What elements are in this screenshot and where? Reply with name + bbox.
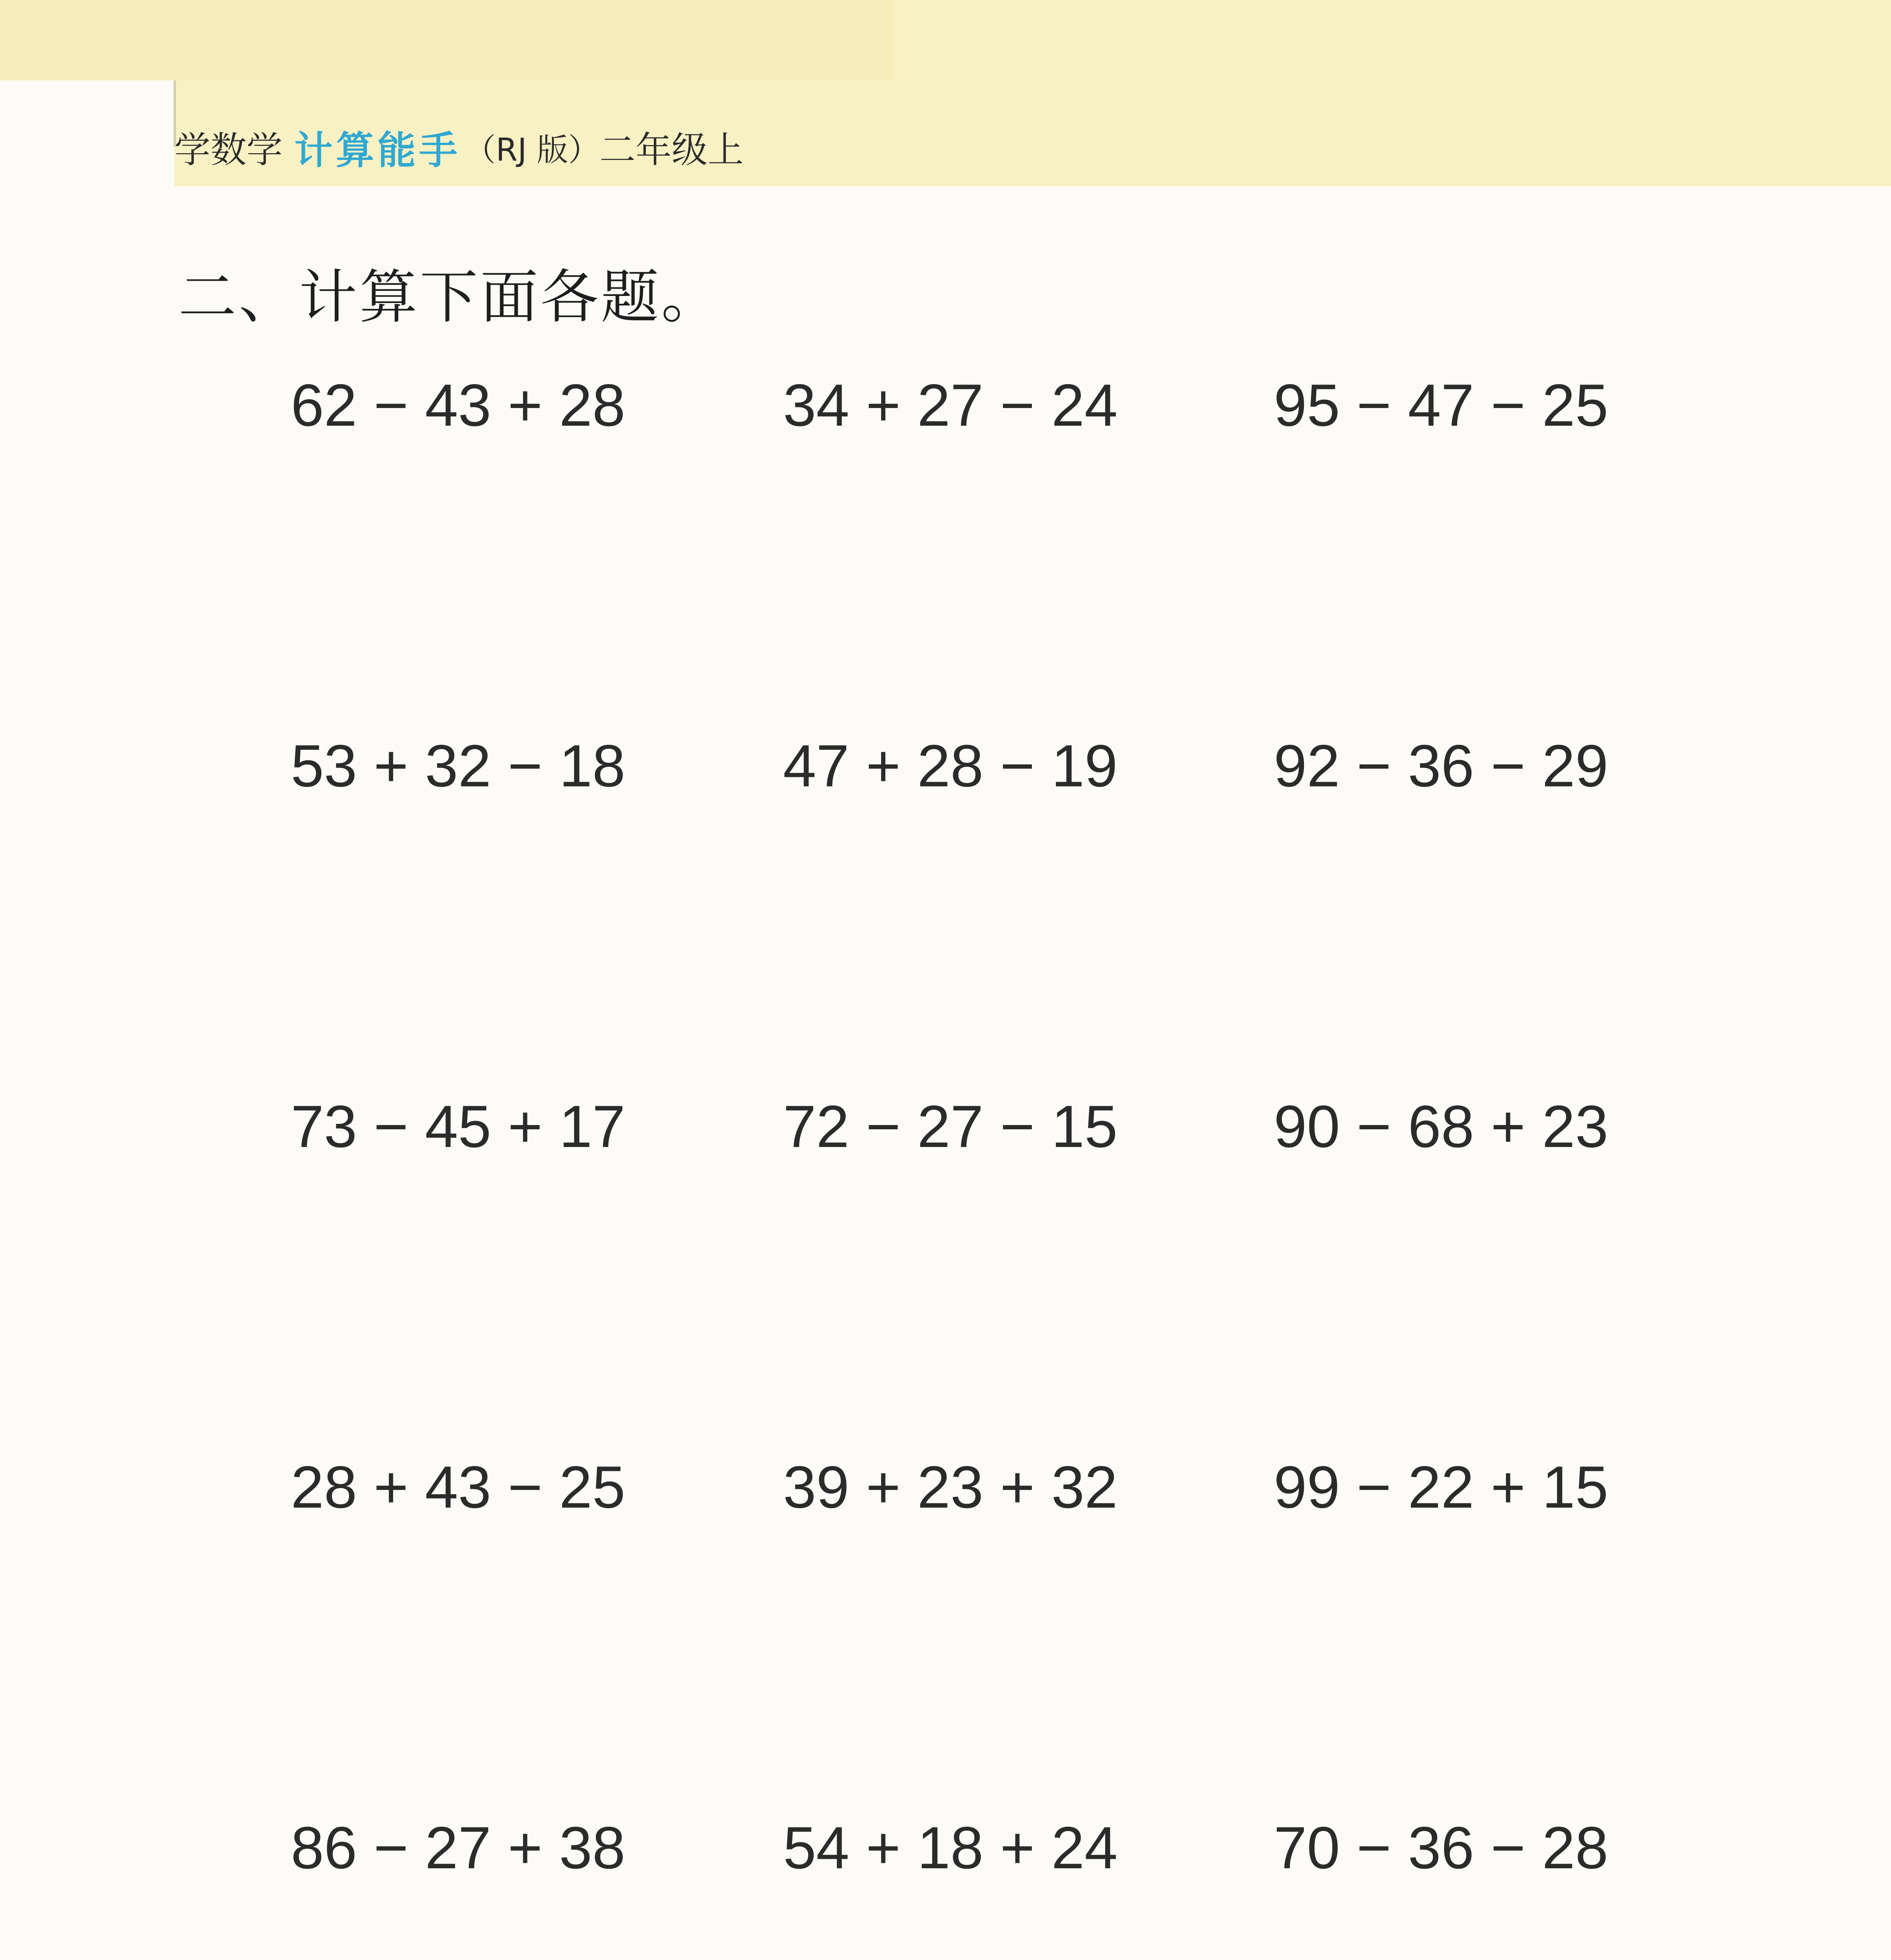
problem: 95 − 47 − 25 [1274,372,1608,439]
header-band-top [0,0,894,80]
problem: 72 − 27 − 15 [783,1093,1118,1160]
problem: 99 − 22 + 15 [1274,1454,1608,1521]
section-title: 二、计算下面各题。 [178,263,722,331]
problem: 54 + 18 + 24 [783,1815,1118,1881]
problem: 47 + 28 − 19 [783,733,1118,799]
problem: 53 + 32 − 18 [291,733,625,799]
problem: 34 + 27 − 24 [783,372,1118,439]
book-title-subject: 学数学 [174,129,283,171]
problem: 39 + 23 + 32 [783,1454,1118,1521]
problem: 70 − 36 − 28 [1274,1815,1608,1881]
problem: 86 − 27 + 38 [291,1815,625,1881]
book-title [174,118,744,176]
problem: 73 − 45 + 17 [291,1093,625,1160]
page-edge [0,80,174,186]
book-title-series: 计算能手 [294,128,461,173]
problem: 28 + 43 − 25 [291,1454,625,1521]
book-title-edition: （RJ 版） [464,131,600,168]
problem: 90 − 68 + 23 [1274,1093,1608,1160]
problem: 92 − 36 − 29 [1274,733,1608,799]
problem: 62 − 43 + 28 [291,372,625,439]
book-title-grade: 二年级上 [599,129,744,171]
